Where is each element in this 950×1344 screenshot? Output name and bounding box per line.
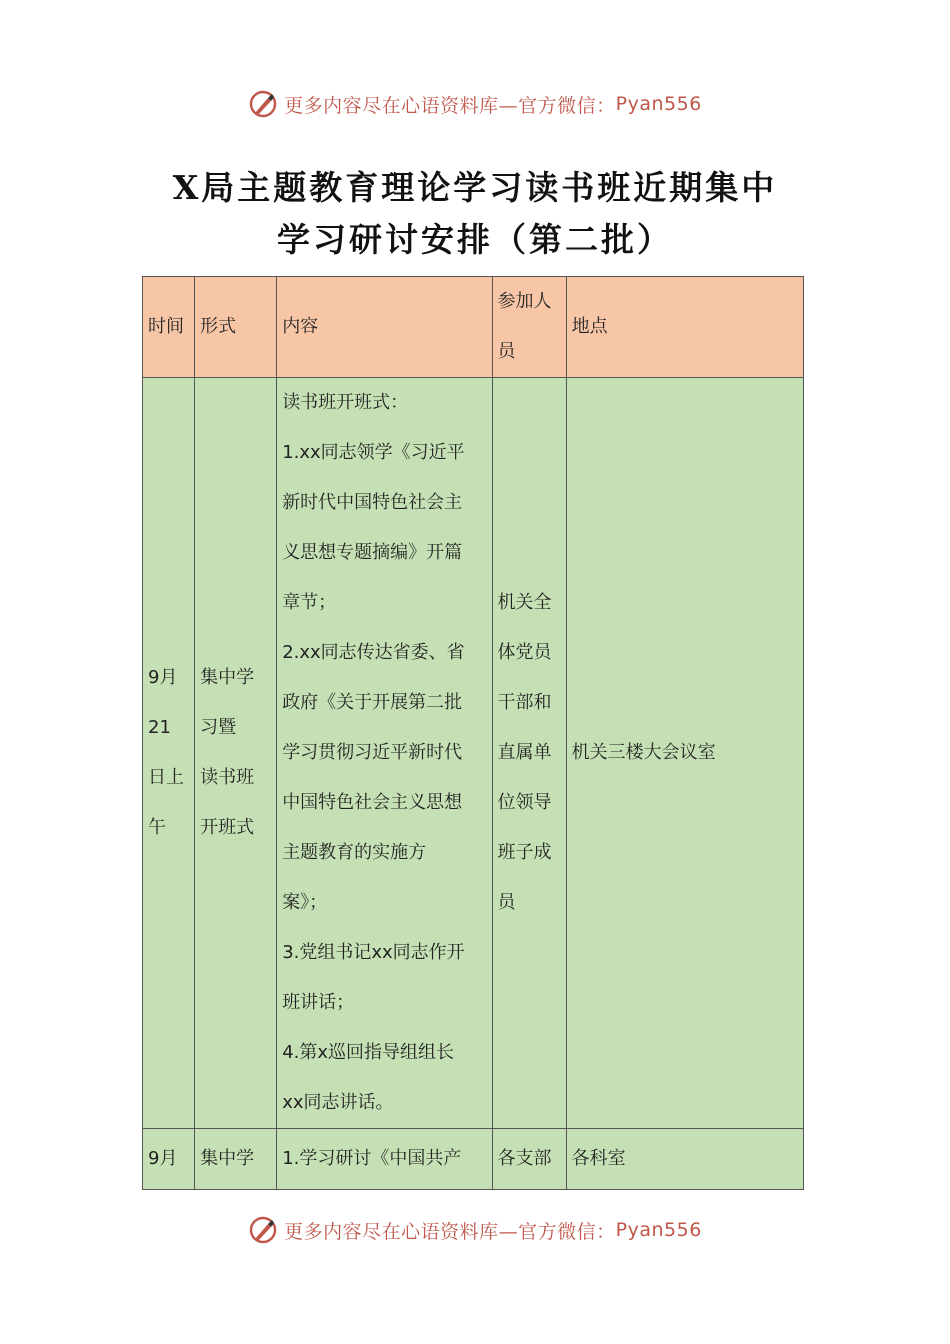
banner-wechat-id: Pyan556 <box>615 1219 702 1241</box>
cell-participants-line: 体党员 <box>497 642 552 663</box>
cell-participants-line: 机关全 <box>497 592 552 613</box>
cell-content-line: xx同志讲话。 <box>282 1092 394 1113</box>
cell-content-line: 政府《关于开展第二批 <box>282 692 463 713</box>
cell-content-line: 义思想专题摘编》开篇 <box>282 542 463 563</box>
cell-time-line: 日上 <box>148 767 184 788</box>
cell-content-line: 4.第x巡回指导组组长 <box>282 1042 455 1063</box>
cell-participants-line: 班子成 <box>497 842 552 863</box>
header-time: 时间 <box>143 277 195 378</box>
cell-content: 1.学习研讨《中国共产 <box>277 1129 492 1190</box>
cell-form: 集中学 <box>195 1129 277 1190</box>
pen-logo-icon <box>248 1215 278 1245</box>
banner-text: 更多内容尽在心语资料库—官方微信： <box>284 1220 616 1243</box>
header-participants-line-1: 参加人 <box>497 291 552 312</box>
cell-content <box>277 378 492 1129</box>
header-content: 内容 <box>277 277 492 378</box>
cell-content-line: 读书班开班式： <box>282 392 409 413</box>
cell-time <box>143 378 195 1129</box>
cell-participants: 各支部 <box>492 1129 566 1190</box>
cell-form-line: 习暨 <box>200 717 237 738</box>
header-location: 地点 <box>566 277 803 378</box>
table-row <box>143 378 804 1129</box>
title-line-2: 学习研讨安排（第二批） <box>277 220 673 259</box>
cell-time-line: 午 <box>148 817 166 838</box>
footer-banner <box>0 1210 950 1250</box>
banner-wechat-id: Pyan556 <box>615 93 702 115</box>
cell-form-line: 读书班 <box>200 767 255 788</box>
cell-participants-line: 干部和 <box>497 692 552 713</box>
table-header-row <box>143 277 804 378</box>
header-form: 形式 <box>195 277 277 378</box>
table-row <box>143 1129 804 1190</box>
cell-location: 机关三楼大会议室 <box>566 378 803 1129</box>
cell-content-line: 主题教育的实施方 <box>282 842 427 863</box>
cell-form-line: 集中学 <box>200 667 255 688</box>
cell-content-line: 新时代中国特色社会主 <box>282 492 463 513</box>
cell-form <box>195 378 277 1129</box>
cell-participants-line: 直属单 <box>497 742 552 763</box>
cell-content-line: 1.xx同志领学《习近平 <box>282 442 465 463</box>
cell-content-line: 案》； <box>282 892 328 913</box>
cell-content-line: 2.xx同志传达省委、省 <box>282 642 465 663</box>
cell-content-line: 学习贯彻习近平新时代 <box>282 742 463 763</box>
cell-time-line: 21 <box>148 717 171 738</box>
banner-text: 更多内容尽在心语资料库—官方微信： <box>284 94 616 117</box>
cell-location: 各科室 <box>566 1129 803 1190</box>
pen-logo-icon <box>248 89 278 119</box>
cell-content-line: 班讲话； <box>282 992 355 1013</box>
cell-form-line: 开班式 <box>200 817 255 838</box>
header-banner <box>0 84 950 124</box>
document-title <box>0 162 950 266</box>
cell-participants-line: 位领导 <box>497 792 552 813</box>
title-line-1: X局主题教育理论学习读书班近期集中 <box>172 168 778 207</box>
cell-content-line: 章节； <box>282 592 337 613</box>
header-participants-line-2: 员 <box>497 341 516 362</box>
header-participants <box>492 277 566 378</box>
cell-time-line: 9月 <box>148 667 178 688</box>
schedule-table <box>142 276 804 1190</box>
cell-content-line: 3.党组书记xx同志作开 <box>282 942 465 963</box>
cell-content-line: 中国特色社会主义思想 <box>282 792 463 813</box>
cell-time: 9月 <box>143 1129 195 1190</box>
cell-participants <box>492 378 566 1129</box>
cell-participants-line: 员 <box>497 892 516 913</box>
